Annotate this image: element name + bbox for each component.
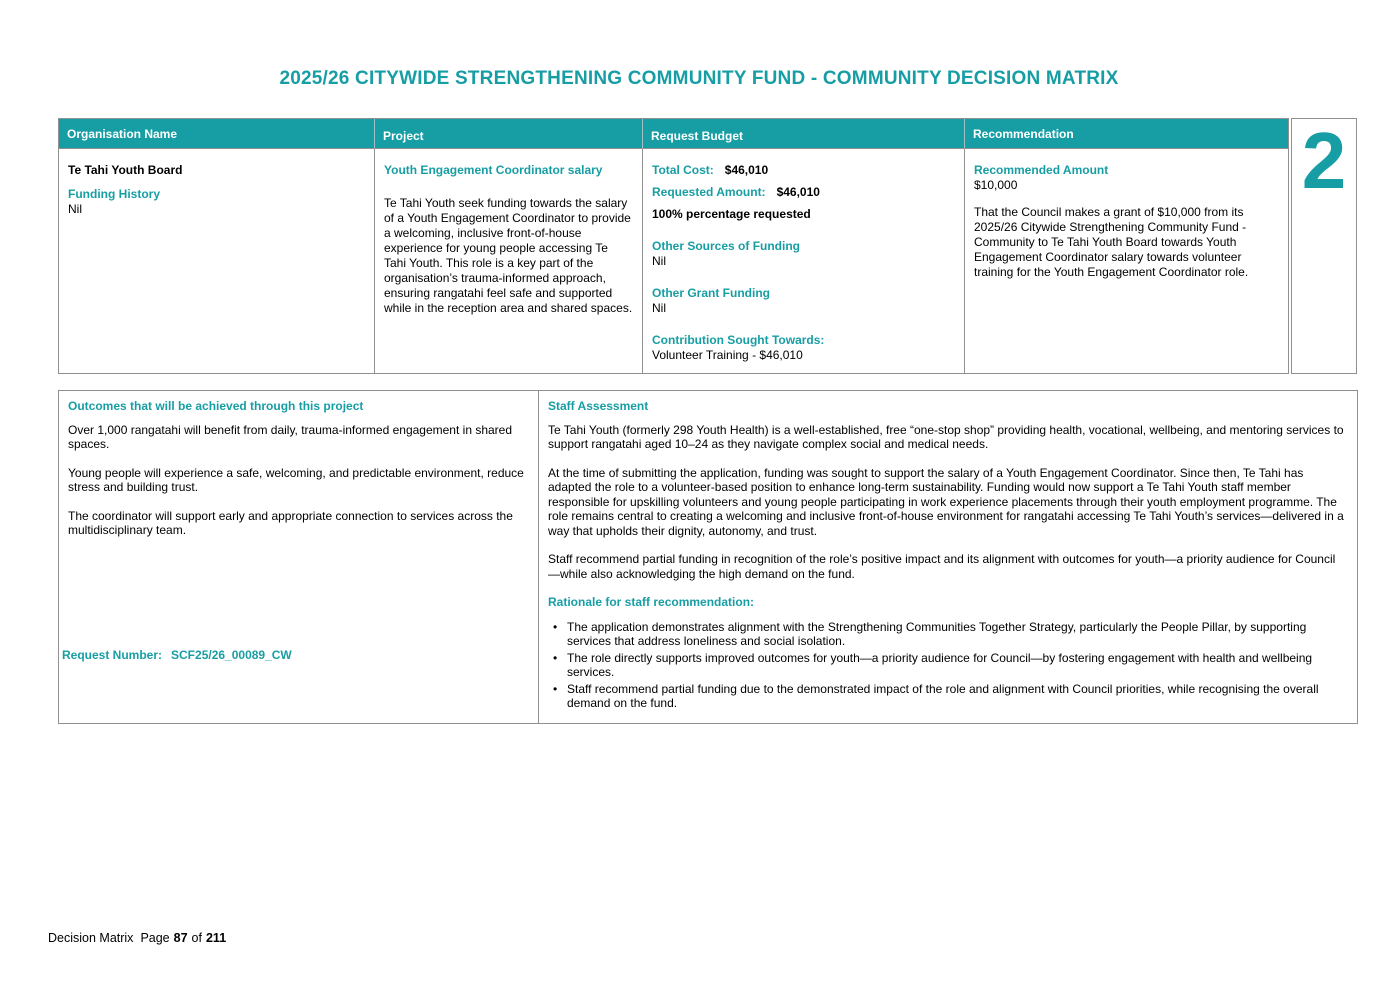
rationale-bullet: • Staff recommend partial funding due to the demonstrated impact of the role and alignment with Council priorities, while recognising the overall demand on the fund. [548,682,1346,711]
other-grant-value: Nil [652,301,666,315]
contribution-label: Contribution Sought Towards: [652,333,825,347]
staff-assessment-header: Staff Assessment [548,399,649,413]
contribution-group [652,333,955,363]
decision-matrix-table [58,118,1289,374]
funding-history-label: Funding History [68,187,160,201]
column-header-organisation-name: Organisation Name [59,119,375,149]
footer-total-pages: 211 [205,931,227,945]
requested-amount-label: Requested Amount: [652,185,766,199]
project-description: Te Tahi Youth seek funding towards the salary of a Youth Engagement Coordinator to provide a welcoming, inclusive front-of-house experience for young people accessing Te Tahi Youth. This role is a key part of the organisation’s trauma-informed approach, ensuring rangatahi feel safe and supported while in the reception area and shared spaces. [384,196,633,315]
rationale-header: Rationale for staff recommendation: [548,595,755,609]
footer-page-number: 87 [173,931,188,945]
organisation-name: Te Tahi Youth Board [68,163,183,177]
decision-matrix [58,118,1358,374]
outcomes-paragraph: The coordinator will support early and appropriate connection to services across the multidisciplinary team. [68,508,513,537]
page-title: 2025/26 CITYWIDE STRENGTHENING COMMUNITY FUND - COMMUNITY DECISION MATRIX [279,68,1119,89]
request-number-value: SCF25/26_00089_CW [171,648,292,662]
outcomes-paragraph: Young people will experience a safe, welcoming, and predictable environment, reduce stress and building trust. [68,465,524,494]
funding-history-value: Nil [68,202,82,216]
rationale-bullet: • The application demonstrates alignment with the Strengthening Communities Together Strategy, particularly the People Pillar, by supporting services that address loneliness and social isolation. [548,620,1346,649]
outcomes-header: Outcomes that will be achieved through this project [68,399,364,413]
staff-paragraph: Staff recommend partial funding in recognition of the role’s positive impact and its alignment with outcomes for youth—a priority audience for Council—while also acknowledging the high demand on the fund. [548,552,1336,581]
rationale-bullet-list [548,620,1346,711]
other-grant-group [652,286,955,316]
requested-amount-value: $46,010 [776,185,820,199]
other-sources-label: Other Sources of Funding [652,239,801,253]
staff-paragraph: At the time of submitting the application, funding was sought to support the salary of a Youth Engagement Coordinator. Since then, Te Tahi has adapted the role to a volunteer-based position to enhance long-term sustainability. Funding would now support a Te Tahi Youth staff member responsible for upskilling volunteers and young people participating in work experience placements through their youth employment programme. The role remains central to creating a welcoming and inclusive front-of-house environment for rangatahi accessing Te Tahi Youth’s services—delivered in a way that upholds their dignity, autonomy, and trust. [548,465,1344,538]
footer-page-label: Page [140,931,170,945]
other-grant-label: Other Grant Funding [652,286,770,300]
recommended-amount-label: Recommended Amount [974,163,1109,177]
organisation-cell [59,149,375,373]
other-sources-value: Nil [652,254,666,268]
recommendation-text: That the Council makes a grant of $10,000 from its 2025/26 Citywide Strengthening Community Fund - Community to Te Tahi Youth Board towards Youth Engagement Coordinator salary towards volunteer training for the Youth Engagement Coordinator role. [974,205,1249,279]
other-sources-group [652,239,955,269]
project-cell [375,149,643,373]
recommended-amount-value: $10,000 [974,178,1018,192]
page-footer [48,931,230,945]
percentage-requested: 100% percentage requested [652,207,811,221]
footer-of-label: of [191,931,202,945]
total-cost-row [652,163,955,178]
column-header-project: Project [375,119,643,149]
contribution-value: Volunteer Training - $46,010 [652,348,803,362]
assessment-table [58,390,1358,724]
rationale-bullet: • The role directly supports improved outcomes for youth—a priority audience for Council—by fostering engagement with health and wellbeing services. [548,651,1346,680]
total-cost-value: $46,010 [724,163,769,177]
recommendation-cell [965,149,1288,373]
footer-doc-label: Decision Matrix [48,931,134,945]
outcomes-cell [59,391,539,723]
request-number-label: Request Number: [62,648,163,662]
request-number [62,648,292,662]
requested-amount-row [652,185,955,200]
request-budget-cell [643,149,965,373]
column-header-request-budget: Request Budget [643,119,965,149]
staff-paragraph: Te Tahi Youth (formerly 298 Youth Health) is a well-established, free “one-stop shop” providing health, vocational, wellbeing, and mentoring services to support rangatahi aged 10–24 as they navigate complex social and medical needs. [548,422,1344,451]
priority-score: 2 [1301,116,1347,205]
priority-score-cell [1291,118,1357,374]
column-header-recommendation: Recommendation [965,119,1288,149]
staff-assessment-cell [539,391,1357,723]
project-title: Youth Engagement Coordinator salary [384,163,603,177]
total-cost-label: Total Cost: [652,163,714,177]
outcomes-paragraph: Over 1,000 rangatahi will benefit from daily, trauma-informed engagement in shared spaces. [68,422,513,451]
